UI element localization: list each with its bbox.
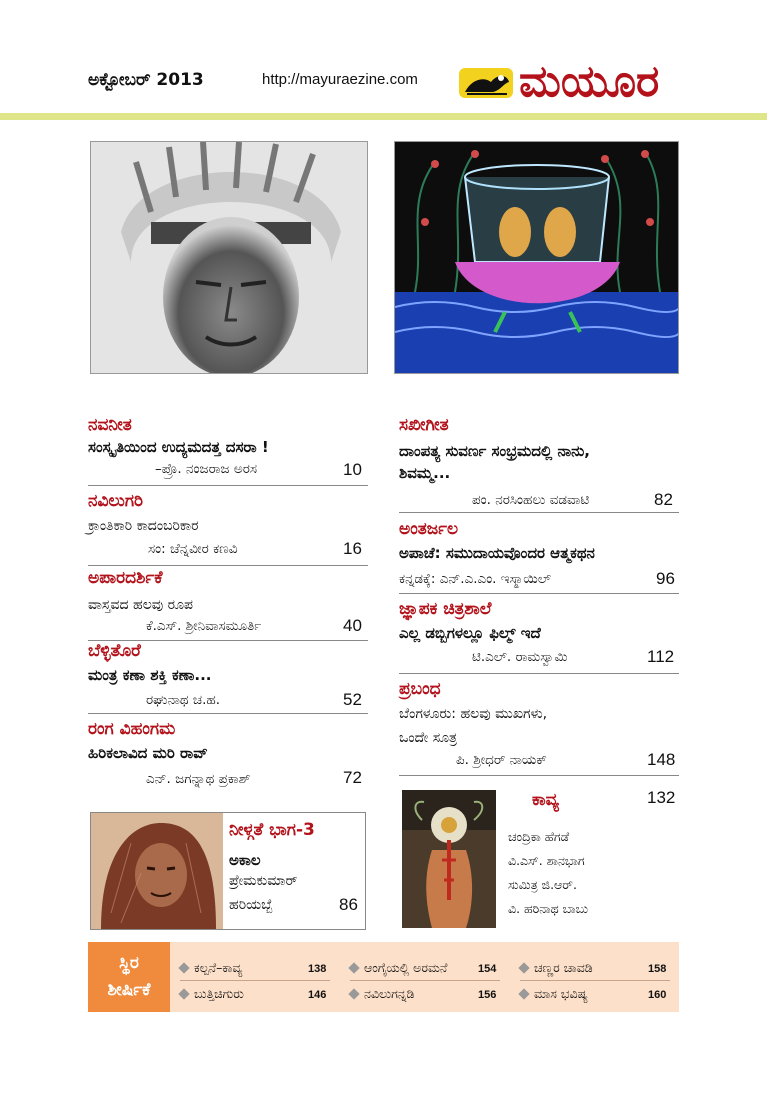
- article-title-line[interactable]: ಶಿವಮ್ಮ...: [399, 464, 451, 482]
- page-number: 52: [343, 690, 362, 709]
- footer-item-label: ಕಲ್ಪನೆ–ಕಾವ್ಯ: [194, 960, 243, 975]
- section-title: ಪ್ರಬಂಧ: [399, 679, 441, 699]
- footer-item[interactable]: [180, 986, 244, 1002]
- section-title: ಕಾವ್ಯ: [532, 790, 559, 810]
- novel-feature-box: [90, 812, 366, 930]
- diamond-bullet-icon: [348, 988, 359, 999]
- footer-item-page: 158: [648, 963, 667, 975]
- section-divider: [399, 512, 679, 513]
- footer-item-label: ನವಿಲುಗನ್ನಡಿ: [364, 986, 415, 1001]
- article-byline: ಟಿ.ಎಲ್. ರಾಮಸ್ವಾಮಿ: [472, 649, 568, 665]
- page-number: 16: [343, 539, 362, 558]
- section-divider: [399, 593, 679, 594]
- painting-boat-photo: [394, 141, 679, 374]
- section-title: ಬೆಳ್ಳಿತೊರೆ: [88, 641, 141, 661]
- page-header: [0, 0, 767, 125]
- section-divider: [88, 565, 368, 566]
- page-number: 148: [647, 750, 676, 769]
- section-divider: [399, 775, 679, 776]
- poet-name[interactable]: ಚಂದ್ರಿಕಾ ಹೆಗಡೆ: [508, 829, 570, 844]
- footer-item[interactable]: [180, 960, 242, 976]
- website-url[interactable]: http://mayuraezine.com: [262, 71, 418, 88]
- woman-portrait-thumbnail: [91, 813, 223, 929]
- footer-label-line: ಸ್ಥಿರ: [119, 953, 139, 973]
- footer-item-page: 138: [308, 963, 327, 975]
- diamond-bullet-icon: [348, 962, 359, 973]
- footer-divider: [350, 980, 500, 981]
- diamond-bullet-icon: [518, 962, 529, 973]
- article-byline: ಪಂ. ನರಸಿಂಹಲು ವಡವಾಟಿ: [472, 492, 590, 508]
- footer-item[interactable]: [520, 960, 593, 976]
- footer-item-label: ಆಂಗೈಯಲ್ಲಿ ಅರಮನೆ: [364, 960, 448, 975]
- section-aparadarshike: [88, 567, 193, 616]
- footer-item-page: 154: [478, 963, 497, 975]
- article-title[interactable]: ಕ್ರಾಂತಿಕಾರಿ ಕಾದಂಬರಿಕಾರ: [88, 518, 199, 534]
- kavya-painting-thumbnail: [402, 790, 496, 928]
- section-title: ಸಖೀಗೀತ: [399, 415, 449, 435]
- issue-date: ಅಕ್ಟೋಬರ್ 2013: [88, 70, 204, 90]
- footer-label: [88, 942, 170, 1012]
- page-number: 10: [343, 460, 362, 479]
- article-title-line[interactable]: ದಾಂಪತ್ಯ ಸುವರ್ಣ ಸಂಭ್ರಮದಲ್ಲಿ ನಾನು,: [399, 442, 590, 460]
- article-byline: ಎನ್. ಜಗನ್ನಾಥ ಪ್ರಕಾಶ್: [146, 771, 251, 787]
- footer-item[interactable]: [350, 960, 447, 976]
- section-title: ರಂಗ ವಿಹಂಗಮ: [88, 719, 176, 739]
- mayura-logo: [457, 56, 660, 107]
- page-number: 86: [339, 895, 358, 914]
- article-title-line[interactable]: ಬೆಂಗಳೂರು: ಹಲವು ಮುಖಗಳು,: [399, 706, 548, 722]
- section-bellitore: [88, 640, 212, 686]
- section-title: ನವಿಲುಗರಿ: [88, 491, 144, 511]
- footer-divider: [180, 980, 330, 981]
- page-number: 96: [656, 569, 675, 588]
- footer-item-label: ಬುತ್ತಿಚಿಗುರು: [194, 986, 244, 1001]
- article-byline: ಕೆ.ಎಸ್. ಶ್ರೀನಿವಾಸಮೂರ್ತಿ: [146, 618, 262, 634]
- footer-item-page: 146: [308, 989, 327, 1001]
- section-title: ಜ್ಞಾಪಕ ಚಿತ್ರಶಾಲೆ: [399, 599, 492, 619]
- page-number: 112: [647, 647, 675, 666]
- article-title[interactable]: ಸಂಸ್ಕೃತಿಯಿಂದ ಉದ್ಯಮದತ್ತ ದಸರಾ !: [88, 438, 269, 456]
- footer-item[interactable]: [350, 986, 414, 1002]
- regular-columns-footer: [88, 942, 679, 1012]
- section-jnapaka-chitrashale: [399, 598, 541, 644]
- section-navaneeta: [88, 414, 269, 458]
- footer-item[interactable]: [520, 986, 588, 1002]
- article-byline: ರಘುನಾಥ ಚ.ಹ.: [146, 692, 221, 708]
- section-navilugari: [88, 490, 199, 537]
- section-sakhigeeta: [399, 414, 590, 484]
- kavya-poet-list: [508, 825, 588, 921]
- section-ranga-vihangama: [88, 718, 208, 764]
- page-number: 72: [343, 768, 362, 787]
- footer-item-page: 156: [478, 989, 497, 1001]
- peacock-emblem-icon: [457, 62, 515, 102]
- article-title-line[interactable]: ಅಪಾಚೆ: ಸಮುದಾಯವೊಂದರ ಆತ್ಮಕಥನ: [399, 544, 595, 562]
- article-title-line[interactable]: ಎಲ್ಲ ಡಬ್ಬಿಗಳಲ್ಲೂ ಫಿಲ್ಮ್ ಇದೆ: [399, 624, 541, 642]
- page-number: 82: [654, 490, 673, 509]
- poet-name[interactable]: ಸುಮಿತ್ರ ಜಿ.ಆರ್.: [508, 877, 577, 892]
- page-number: 40: [343, 616, 362, 635]
- footer-item-label: ಚಣ್ಣರ ಚಾವಡಿ: [534, 960, 593, 975]
- diamond-bullet-icon: [178, 962, 189, 973]
- section-divider: [88, 485, 368, 486]
- article-byline: ಪಿ. ಶ್ರೀಧರ್ ನಾಯಕ್: [456, 752, 547, 768]
- header-rule: [0, 113, 767, 120]
- section-title: ನೀಳ್ಗತೆ ಭಾಗ-3: [229, 820, 315, 840]
- section-prabandha: [399, 678, 547, 749]
- diamond-bullet-icon: [518, 988, 529, 999]
- footer-divider: [520, 980, 670, 981]
- article-title[interactable]: ಮಂತ್ರ ಕಣಾ ಶಕ್ತಿ ಕಣಾ...: [88, 666, 212, 684]
- article-title[interactable]: ಹಿರಿಕಲಾವಿದ ಮರಿ ರಾವ್: [88, 744, 208, 762]
- chief-portrait-photo: [90, 141, 368, 374]
- poet-name[interactable]: ವಿ.ಎಸ್. ಶಾನಭಾಗ: [508, 853, 585, 868]
- article-byline: ಕನ್ನಡಕ್ಕೆ: ಎನ್.ಎ.ಎಂ. ಇಸ್ಮಾಯಿಲ್: [399, 571, 551, 587]
- section-antarjala: [399, 518, 595, 564]
- footer-label-line: ಶೀರ್ಷಿಕೆ: [107, 980, 151, 1000]
- article-title-line[interactable]: ಒಂದೇ ಸೂತ್ರ: [399, 730, 458, 746]
- logo-wordmark: ಮಯೂರ: [519, 56, 660, 107]
- article-byline: –ಪ್ರೊ. ನಂಜರಾಜ ಅರಸ: [155, 461, 258, 477]
- novel-title[interactable]: ಅಕಾಲ: [229, 851, 261, 869]
- footer-item-page: 160: [648, 989, 667, 1001]
- article-title[interactable]: ವಾಸ್ತವದ ಹಲವು ರೂಪ: [88, 597, 193, 613]
- footer-item-label: ಮಾಸ ಭವಿಷ್ಯ: [534, 986, 588, 1001]
- section-title: ನವನೀತ: [88, 415, 132, 435]
- novel-author: ಹರಿಯಬ್ಬೆ: [229, 897, 273, 913]
- article-byline: ಸಂ: ಚೆನ್ನವೀರ ಕಣವಿ: [148, 541, 238, 557]
- section-title: ಅಂತರ್ಜಲ: [399, 519, 458, 539]
- diamond-bullet-icon: [178, 988, 189, 999]
- section-divider: [399, 673, 679, 674]
- section-divider: [88, 713, 368, 714]
- poet-name[interactable]: ವಿ. ಹರಿನಾಥ ಬಾಬು: [508, 901, 589, 916]
- section-title: ಅಪಾರದರ್ಶಿಕೆ: [88, 568, 163, 588]
- page-number: 132: [647, 788, 676, 807]
- novel-author: ಪ್ರೇಮಕುಮಾರ್: [229, 873, 298, 889]
